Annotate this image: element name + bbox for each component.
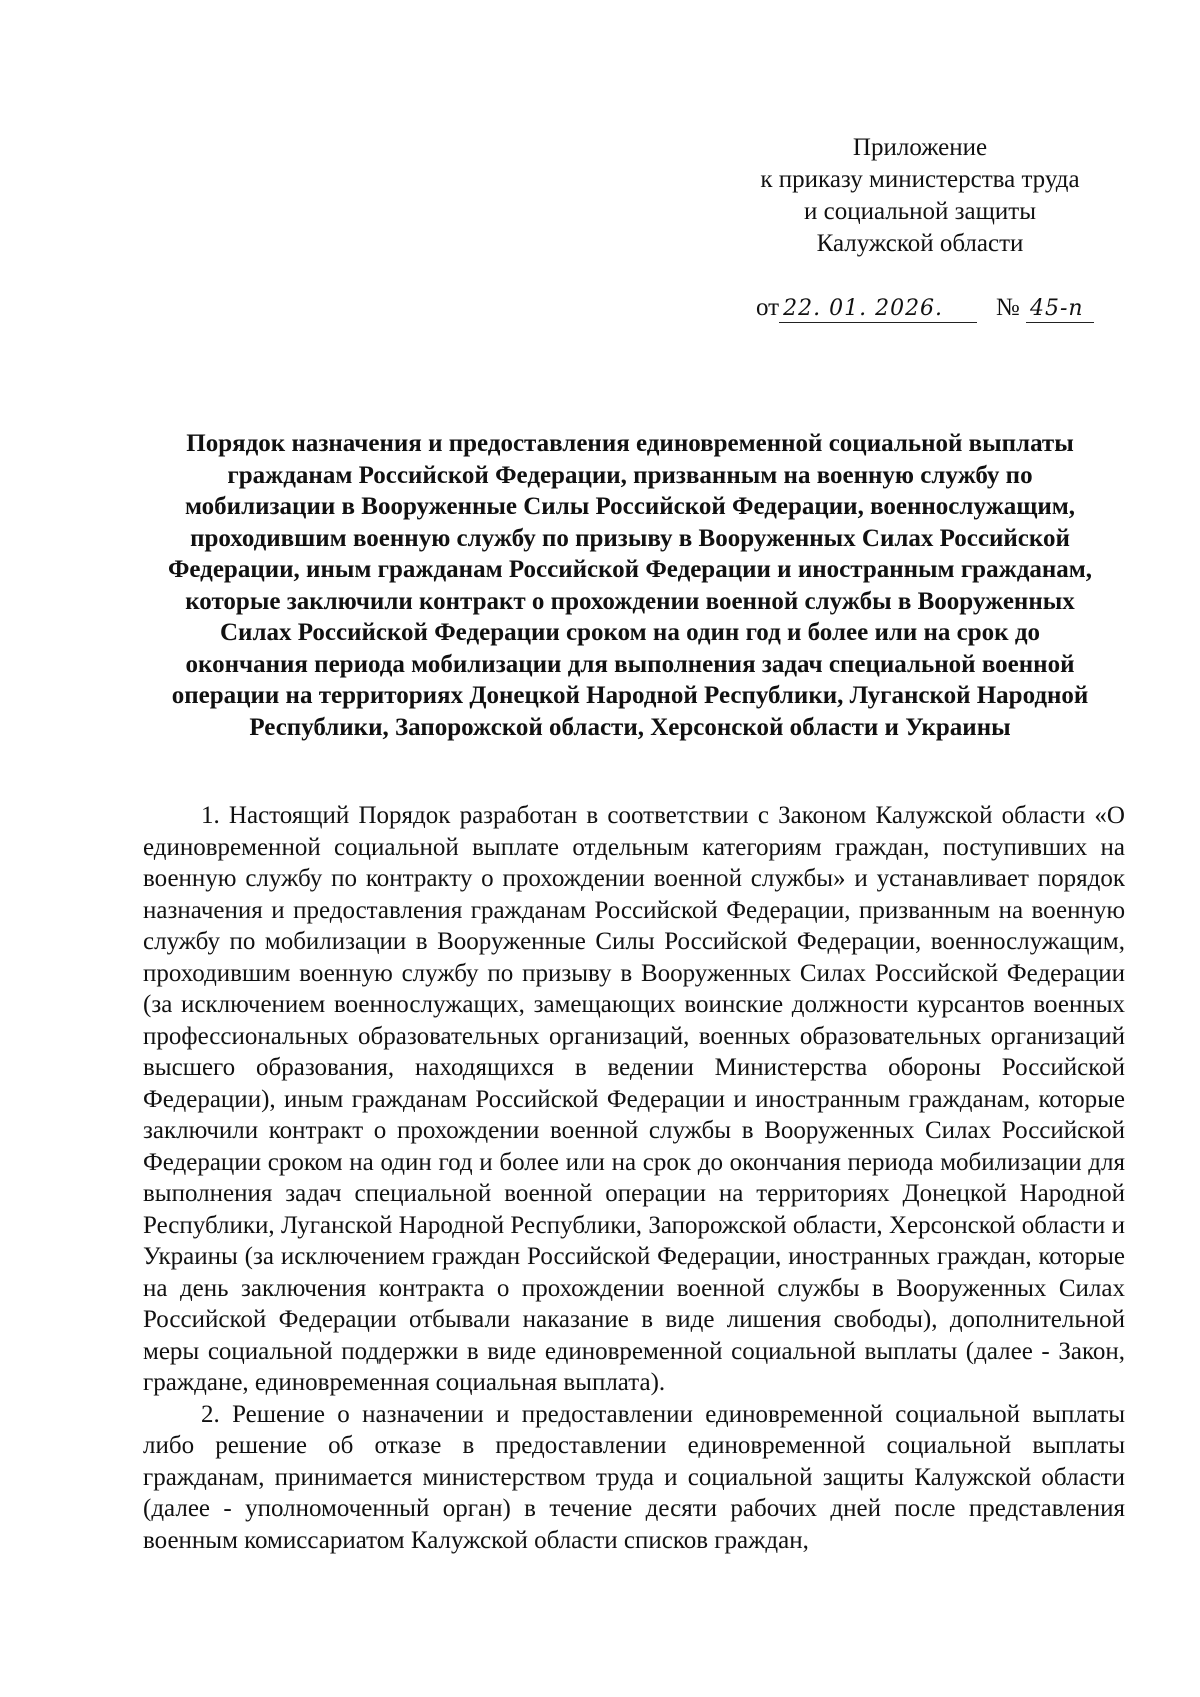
document-title	[140, 428, 1120, 743]
title-line: Федерации, иным гражданам Российской Федерации и иностранным гражданам,	[167, 556, 1093, 583]
title-line: мобилизации в Вооруженные Силы Российской Федерации, военнослужащим,	[184, 493, 1076, 520]
number-prefix: №	[995, 294, 1020, 321]
appendix-line: к приказу министерства труда	[760, 166, 1080, 193]
title-line: гражданам Российской Федерации, призванным на военную службу по	[227, 461, 1033, 489]
paragraph-2: 2. Решение о назначении и предоставлении единовременной социальной выплаты либо решение об отказе в предоставлении единовременной социальной выплаты гражданам, принимается министерством труда и социальной защиты Калужской области (далее - уполномоченный орган) в течение десяти рабочих дней после представления военным комиссариатом Калужской области списков граждан,	[143, 1400, 1125, 1554]
appendix-line: Калужской области	[816, 230, 1024, 257]
title-line: операции на территориях Донецкой Народной Республики, Луганской Народной	[171, 682, 1089, 709]
appendix-line: Приложение	[852, 134, 988, 161]
document-body	[143, 800, 1125, 1556]
appendix-line: и социальной защиты	[803, 198, 1036, 225]
appendix-header	[700, 132, 1140, 260]
title-line: Порядок назначения и предоставления единовременной социальной выплаты	[186, 430, 1074, 457]
date-prefix: от	[756, 294, 780, 321]
title-line: проходившим военную службу по призыву в Вооруженных Силах Российской	[190, 524, 1070, 552]
title-line: которые заключили контракт о прохождении военной службы в Вооруженных	[185, 587, 1075, 615]
title-line: Силах Российской Федерации сроком на один год и более или на срок до	[220, 619, 1040, 646]
handwritten-date: 22. 01. 2026.	[779, 296, 977, 323]
order-date-number	[756, 292, 1094, 324]
paragraph-1: 1. Настоящий Порядок разработан в соответствии с Законом Калужской области «О единовременной социальной выплате отдельным категориям граждан, поступивших на военную службу по контракту о прохождении военной службы» и устанавливает порядок назначения и предоставления гражданам Российской Федерации, призванным на военную службу по мобилизации в Вооруженные Силы Российской Федерации, военнослужащим, проходившим военную службу по призыву в Вооруженных Силах Российской Федерации (за исключением военнослужащих, замещающих воинские должности курсантов военных профессиональных образовательных организаций, военных образовательных организаций высшего образования, находящихся в ведении Министерства обороны Российской Федерации), иным гражданам Российской Федерации и иностранным гражданам, которые заключили контракт о прохождении военной службы в Вооруженных Силах Российской Федерации сроком на один год и более или на срок до окончания периода мобилизации для выполнения задач специальной военной операции на территориях Донецкой Народной Республики, Луганской Народной Республики, Запорожской области, Херсонской области и Украины (за исключением граждан Российской Федерации, иностранных граждан, которые на день заключения контракта о прохождении военной службы в Вооруженных Силах Российской Федерации отбывали наказание в виде лишения свободы), дополнительной меры социальной поддержки в виде единовременной социальной выплаты (далее - Закон, граждане, единовременная социальная выплата).	[143, 802, 1125, 1396]
handwritten-number: 45-п	[1026, 296, 1094, 323]
title-line: окончания периода мобилизации для выполнения задач специальной военной	[185, 650, 1075, 678]
title-line: Республики, Запорожской области, Херсонской области и Украины	[249, 713, 1011, 741]
